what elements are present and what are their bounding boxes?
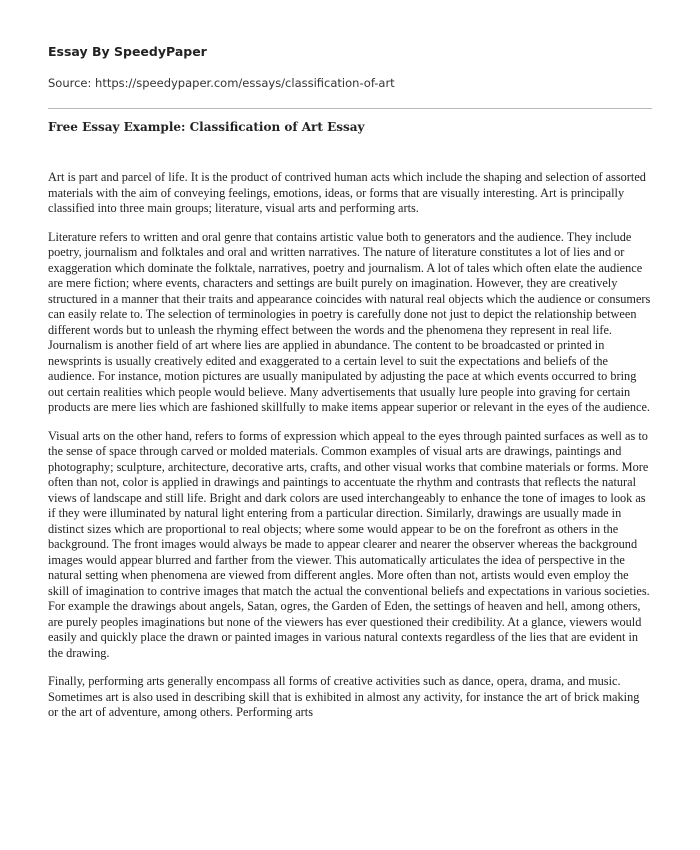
essay-title: Free Essay Example: Classification of Art Essay bbox=[48, 120, 365, 134]
essay-paragraph: Literature refers to written and oral genre that contains artistic value both to generators and the audience. They include poetry, journalism and folktales and oral and written narratives. The nature of literature constitutes a lot of lies and or exaggeration which dominate the folktale, narratives, poetry and journalism. A lot of tales which often elate the audience are mere fiction; where events, characters and settings are built purely on imagination. However, they are creatively structured in a manner that their traits and appearance coincides with natural real objects which the audience or consumers can easily relate to. The selection of terminologies in poetry is carefully done not just to depict the relationship between different words but to unleash the rhyming effect between the words and the phenomena they represent in real life. Journalism is another field of art where lies are applied in abundance. The content to be broadcasted or printed in newsprints is usually creatively edited and exaggerated to a certain level to suit the expectations and beliefs of the audience. For instance, motion pictures are usually manipulated by adjusting the pace at which events occurred to bring out certain realities which people would believe. Many advertisements that usually lure people into graving for certain products are mere lies which are fashioned skillfully to make items appear superior or relevant in the eyes of the audience. bbox=[48, 229, 651, 414]
essay-paragraph: Art is part and parcel of life. It is the product of contrived human acts which include the shaping and selection of assorted materials with the aim of conveying feelings, emotions, ideas, or forms that are visually interesting. Art is principally classified into three main groups; literature, visual arts and performing arts. bbox=[48, 170, 646, 215]
essay-body bbox=[48, 170, 652, 734]
essay-paragraph: Visual arts on the other hand, refers to forms of expression which appeal to the eyes through painted surfaces as well as to the sense of space through carved or molded materials. Common examples of visual arts are drawings, paintings and photography; sculpture, architecture, decorative arts, crafts, and other visual works that combine materials or forms. More often than not, color is applied in drawings and paintings to accentuate the rhythm and contrasts that reflects the natural views of landscape and still life. Bright and dark colors are used interchangeably to enhance the tone of images to look as if they were illuminated by natural light entering from a particular direction. Similarly, drawings are usually made in distinct sizes which are proportional to real objects; where some would appear to be on the forefront as others in the background. The front images would always be made to appear clearer and nearer the observer whereas the background images would appear blurred and farther from the viewer. This automatically articulates the idea of perspective in the natural setting when phenomena are viewed from different angles. More often than not, artists would even employ the skill of imagination to contrive images that match the actual the conventional beliefs and expectations in various societies. For example the drawings about angels, Satan, ogres, the Garden of Eden, the settings of heaven and hell, among others, are purely peoples imaginations but none of the viewers has ever questioned their credibility. At a glance, viewers would easily and quickly place the drawn or painted images in various natural contexts regardless of the lies that are evident in the drawing. bbox=[48, 428, 650, 660]
header-divider bbox=[48, 108, 652, 109]
essay-paragraph: Finally, performing arts generally encompass all forms of creative activities such as dance, opera, drama, and music. Sometimes art is also used in describing skill that is exhibited in almost any activity, for instance the art of brick making or the art of adventure, among others. Performing arts bbox=[48, 674, 640, 719]
source-line: Source: https://speedypaper.com/essays/classification-of-art bbox=[48, 76, 395, 90]
publisher-heading: Essay By SpeedyPaper bbox=[48, 44, 207, 59]
